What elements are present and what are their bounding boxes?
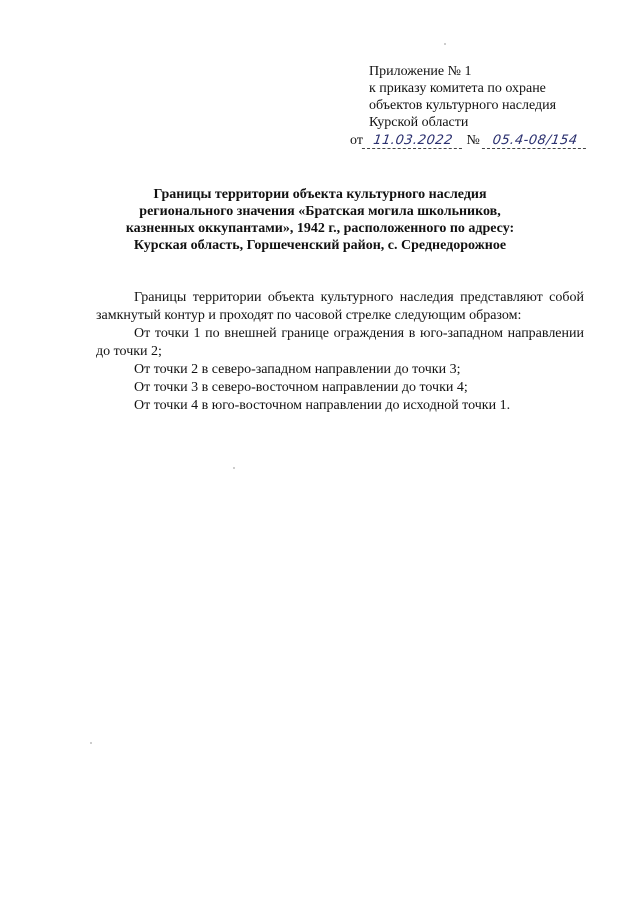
body-paragraph-intro: Границы территории объекта культурного наследия представляют собой замкнутый контур и проходят по часовой стрелке следующим образом:	[96, 290, 584, 323]
body-paragraph-point-3: От точки 3 в северо-восточном направлении до точки 4;	[134, 380, 468, 395]
body-paragraph-point-4: От точки 4 в юго-восточном направлении до исходной точки 1.	[134, 398, 511, 413]
scan-speck	[90, 742, 92, 744]
appendix-title: Приложение № 1	[369, 64, 472, 79]
handwritten-number: 05.4-08/154	[482, 133, 588, 149]
body-paragraph-point-2: От точки 2 в северо-западном направлении до точки 3;	[134, 362, 461, 377]
appendix-header	[369, 63, 609, 131]
from-label: от	[350, 133, 363, 148]
handwritten-date: 11.03.2022	[362, 133, 464, 149]
body-paragraph-point-1: От точки 1 по внешней границе ограждения в юго-западном направлении до точки 2;	[96, 326, 584, 359]
appendix-line-order: к приказу комитета по охране	[369, 81, 546, 96]
document-title	[95, 186, 545, 254]
number-label: №	[466, 133, 480, 148]
title-line: Курская область, Горшеченский район, с. Среднедорожное	[133, 238, 507, 253]
scan-speck	[233, 467, 235, 469]
appendix-line-objects: объектов культурного наследия	[369, 98, 557, 113]
title-line: казненных оккупантами», 1942 г., расположенного по адресу:	[125, 221, 515, 236]
document-body	[96, 289, 584, 415]
appendix-line-region: Курской области	[369, 115, 469, 130]
title-line: регионального значения «Братская могила школьников,	[139, 204, 501, 219]
title-line: Границы территории объекта культурного наследия	[153, 187, 487, 202]
order-date-number	[350, 131, 610, 151]
scan-speck	[444, 43, 446, 45]
